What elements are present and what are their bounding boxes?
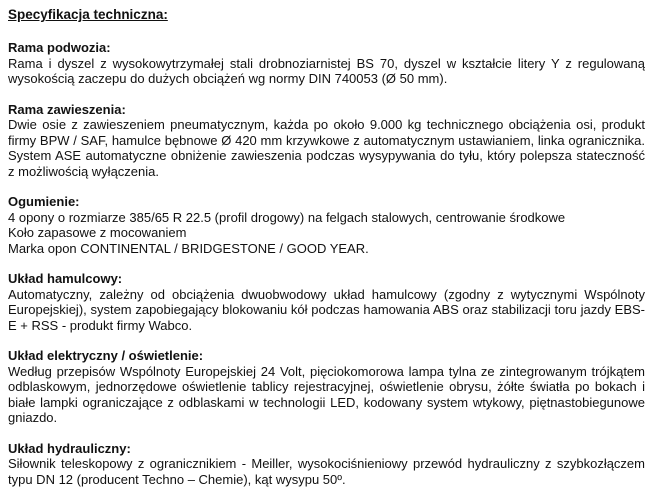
section-paragraph: Rama i dyszel z wysokowytrzymałej stali drobnoziarnistej BS 70, dyszel w kształcie litery Y z regulowaną wysokością zaczepu do dużych obciążeń wg normy DIN 740053 (Ø 50 mm).: [8, 56, 645, 87]
section-paragraph: Według przepisów Wspólnoty Europejskiej 24 Volt, pięciokomorowa lampa tylna ze zintegrowanym trójkątem odblaskowym, jednorzędowe oświetlenie tablicy rejestracyjnej, oświetlenie obrysu, żółte światła po bokach i białe lampki ograniczające z odblaskami w technologii LED, kodowany system wtykowy, piętnastobiegunowe gniazdo.: [8, 364, 645, 426]
section-ogumienie: [8, 194, 645, 256]
section-heading-uklad-hamulcowy: Układ hamulcowy:: [8, 271, 645, 287]
section-paragraph: 4 opony o rozmiarze 385/65 R 22.5 (profil drogowy) na felgach stalowych, centrowanie środkowe: [8, 210, 645, 226]
section-paragraph: Marka opon CONTINENTAL / BRIDGESTONE / GOOD YEAR.: [8, 241, 645, 257]
section-heading-uklad-hydrauliczny: Układ hydrauliczny:: [8, 441, 645, 457]
section-uklad-elektryczny: [8, 348, 645, 426]
section-rama-podwozia: [8, 40, 645, 87]
section-heading-ogumienie: Ogumienie:: [8, 194, 645, 210]
section-heading-rama-zawieszenia: Rama zawieszenia:: [8, 102, 645, 118]
section-paragraph: Automatyczny, zależny od obciążenia dwuobwodowy układ hamulcowy (zgodny z wytycznymi Wspólnoty Europejskiej), system zapobiegający blokowaniu kół podczas hamowania ABS oraz stabilizacji toru jazdy EBS-E + RSS - produkt firmy Wabco.: [8, 287, 645, 334]
section-heading-uklad-elektryczny: Układ elektryczny / oświetlenie:: [8, 348, 645, 364]
section-uklad-hamulcowy: [8, 271, 645, 333]
section-paragraph: Dwie osie z zawieszeniem pneumatycznym, każda po około 9.000 kg technicznego obciążenia osi, produkt firmy BPW / SAF, hamulce bębnowe Ø 420 mm krzywkowe z automatycznym ustawianiem, linka ogranicznika. System ASE automatyczne obniżenie zawieszenia podczas wysypywania do tyłu, który polepsza stateczność z możliwością wyłączenia.: [8, 117, 645, 179]
section-rama-zawieszenia: [8, 102, 645, 180]
section-paragraph: Siłownik teleskopowy z ogranicznikiem - Meiller, wysokociśnieniowy przewód hydrauliczny z szybkozłączem typu DN 12 (producent Techno – Chemie), kąt wysypu 50º.: [8, 456, 645, 487]
section-paragraph: Koło zapasowe z mocowaniem: [8, 225, 645, 241]
section-uklad-hydrauliczny: [8, 441, 645, 487]
section-heading-rama-podwozia: Rama podwozia:: [8, 40, 645, 56]
page-title: Specyfikacja techniczna:: [8, 7, 645, 23]
